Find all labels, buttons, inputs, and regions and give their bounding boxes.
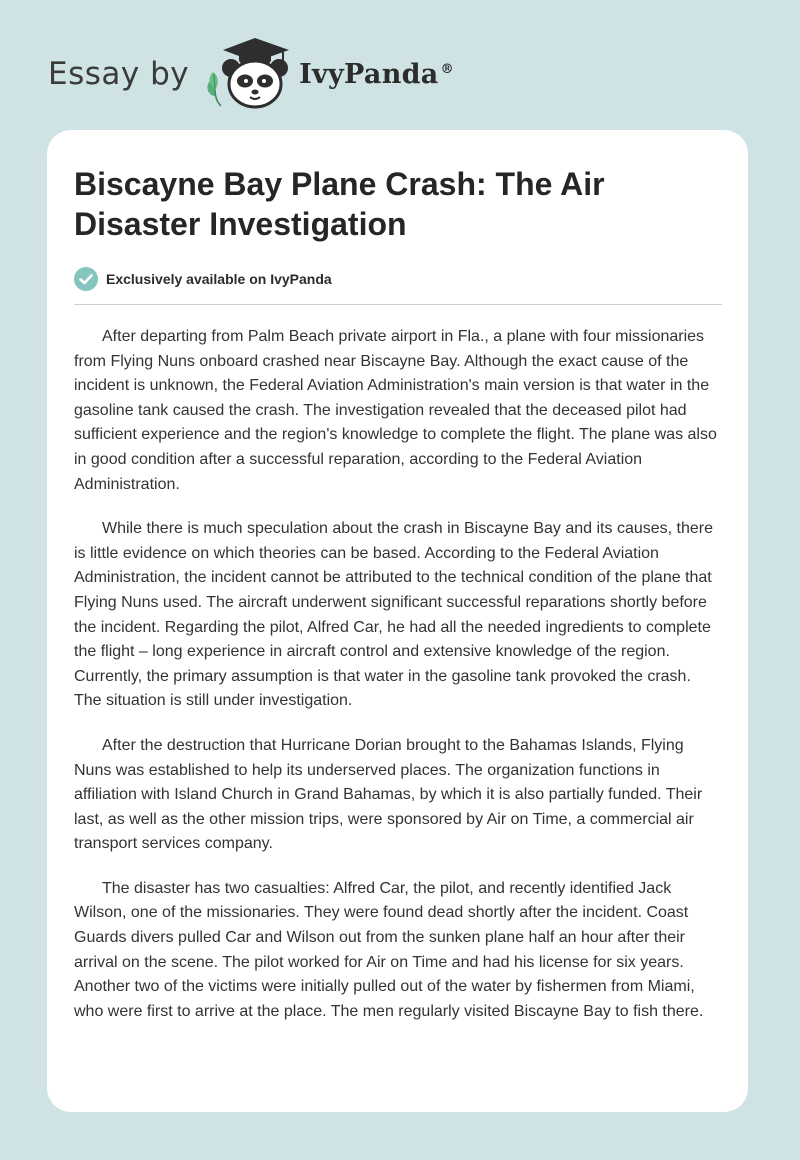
paragraph: After the destruction that Hurricane Dorian brought to the Bahamas Islands, Flying Nuns was established to help its underserved places. The organization functions in affiliation with Island Church in Grand Bahamas, by which it is also partially funded. Their last, as well as the other mission trips, were sponsored by Air on Time, a commercial air transport services company. [74, 736, 703, 853]
check-circle-icon [74, 267, 98, 291]
essay-by-label: Essay by [48, 56, 190, 92]
paragraph: While there is much speculation about the crash in Biscayne Bay and its causes, there is little evidence on which theories can be based. According to the Federal Aviation Administration, the incident cannot be attributed to the technical condition of the plane that Flying Nuns used. The aircraft underwent significant successful reparations shortly before the incident. Regarding the pilot, Alfred Car, he had all the needed ingredients to complete the flight – long experience in aircraft control and extensive knowledge of the region. Currently, the primary assumption is that water in the gasoline tank provoked the crash. The situation is still under investigation. [74, 520, 713, 710]
exclusive-label: Exclusively available on IvyPanda [106, 271, 332, 287]
essay-card [47, 130, 748, 1112]
paragraph: After departing from Palm Beach private airport in Fla., a plane with four missionaries from Flying Nuns onboard crashed near Biscayne Bay. Although the exact cause of the incident is unknown, the Federal Aviation Administration's main version is that water in the gasoline tank caused the crash. The investigation revealed that the deceased pilot had sufficient experience and the region's knowledge to complete the flight. The plane was also in good condition after a successful reparation, according to the Federal Aviation Administration. [74, 328, 717, 493]
exclusive-badge [74, 266, 722, 292]
divider [74, 304, 722, 305]
brand-name[interactable]: IvyPanda ® [299, 58, 454, 90]
registered-mark: ® [440, 61, 454, 77]
page-title: Biscayne Bay Plane Crash: The Air Disaster Investigation [74, 166, 605, 242]
panda-graduate-icon [203, 36, 295, 112]
site-header [48, 36, 454, 112]
paragraph: The disaster has two casualties: Alfred Car, the pilot, and recently identified Jack Wilson, one of the missionaries. They were found dead shortly after the incident. Coast Guards divers pulled Car and Wilson out from the sunken plane half an hour after their arrival on the scene. The pilot worked for Air on Time and had his license for six years. Another two of the victims were initially pulled out of the water by fishermen from Miami, who were first to arrive at the place. The men regularly visited Biscayne Bay to fish there. [74, 879, 704, 1020]
